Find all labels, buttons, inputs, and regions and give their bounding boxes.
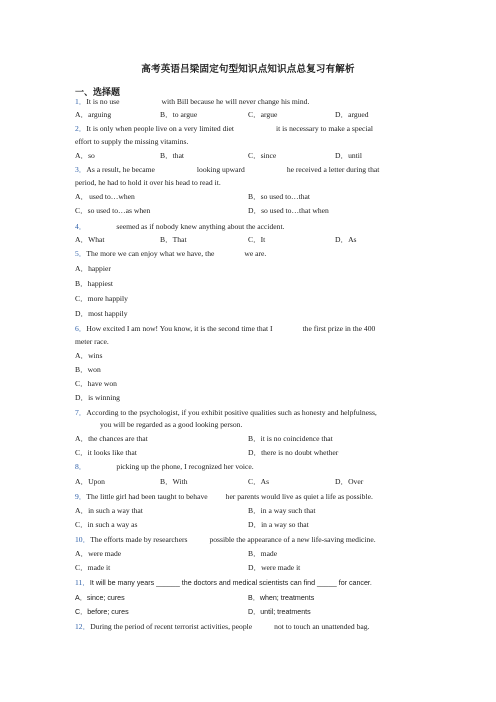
option-c: C．made it	[75, 563, 111, 572]
option-c: C．it looks like that	[75, 448, 137, 457]
option-b: B．to argue	[160, 110, 198, 119]
question-9: 9．The little girl had been taught to behave her parents would live as quiet a life as possible.	[75, 492, 373, 501]
option-d: D．is winning	[75, 393, 120, 402]
question-10: 10．The efforts made by researchers possible the appearance of a new life-saving medicine.	[75, 535, 376, 544]
option-b: B．it is no coincidence that	[248, 434, 333, 443]
option-c: C．so used to…as when	[75, 206, 151, 215]
option-c: C．have won	[75, 379, 117, 388]
option-d: D．were made it	[248, 563, 301, 572]
option-c: C．before; cures	[75, 608, 129, 616]
option-a: A．Upon	[75, 477, 105, 486]
option-b: B．made	[248, 549, 278, 558]
option-d: D．there is no doubt whether	[248, 448, 339, 457]
option-c: C．argue	[248, 110, 278, 119]
option-c: C．As	[248, 477, 270, 486]
question-3: 3．As a result, he became looking upward he received a letter during that	[75, 165, 380, 174]
question-7: 7．According to the psychologist, if you exhibit positive qualities such as honesty and helpfulness,	[75, 408, 377, 417]
option-a: A．the chances are that	[75, 434, 148, 443]
option-d: D．As	[335, 235, 357, 244]
option-a: A．in such a way that	[75, 506, 143, 515]
option-b: B．With	[160, 477, 188, 486]
option-c: C．in such a way as	[75, 520, 138, 529]
option-c: C．It	[248, 235, 266, 244]
question-4: 4． seemed as if nobody knew anything about the accident.	[75, 222, 285, 231]
question-1: 1．It is no use with Bill because he will never change his mind.	[75, 97, 310, 106]
option-b: B．happiest	[75, 279, 113, 288]
option-a: A．happier	[75, 264, 111, 273]
option-d: D．so used to…that when	[248, 206, 329, 215]
question-2-cont: effort to supply the missing vitamins.	[75, 137, 189, 146]
question-2: 2．It is only when people live on a very limited diet it is necessary to make a special	[75, 124, 374, 133]
question-12: 12．During the period of recent terrorist activities, people not to touch an unattended bag.	[75, 622, 370, 631]
option-b: B．won	[75, 365, 101, 374]
question-6: 6．How excited I am now! You know, it is the second time that I the first prize in the 400	[75, 324, 376, 333]
question-6-cont: meter race.	[75, 337, 109, 346]
question-8: 8． picking up the phone, I recognized her voice.	[75, 462, 254, 471]
option-a: A．used to…when	[75, 192, 135, 201]
option-a: A．so	[75, 151, 95, 160]
section-heading: 一、选择题	[75, 87, 121, 97]
option-a: A．arguing	[75, 110, 112, 119]
question-3-cont: period, he had to hold it over his head to read it.	[75, 178, 221, 187]
question-number: 1．	[75, 97, 87, 106]
page-title: 高考英语吕梁固定句型知识点知识点总复习有解析	[141, 65, 355, 75]
option-d: D．argued	[335, 110, 369, 119]
option-d: D．until	[335, 151, 363, 160]
option-a: A．since; cures	[75, 594, 125, 602]
question-5: 5．The more we can enjoy what we have, the we are.	[75, 249, 267, 258]
option-a: A．What	[75, 235, 105, 244]
option-b: B．in a way such that	[248, 506, 316, 515]
option-d: D．most happily	[75, 309, 128, 318]
option-d: D．Over	[335, 477, 364, 486]
option-b: B．That	[160, 235, 187, 244]
option-d: D．until; treatments	[248, 608, 311, 616]
question-7-cont: you will be regarded as a good looking person.	[100, 420, 243, 429]
option-b: B．that	[160, 151, 185, 160]
question-11: 11．It will be many years ______ the doctors and medical scientists can find _____ for cancer.	[75, 578, 372, 587]
option-c: C．since	[248, 151, 277, 160]
option-c: C．more happily	[75, 294, 128, 303]
option-b: B．so used to…that	[248, 192, 311, 201]
option-b: B．when; treatments	[248, 594, 315, 602]
option-a: A．wins	[75, 351, 103, 360]
option-a: A．were made	[75, 549, 122, 558]
option-d: D．in a way so that	[248, 520, 309, 529]
